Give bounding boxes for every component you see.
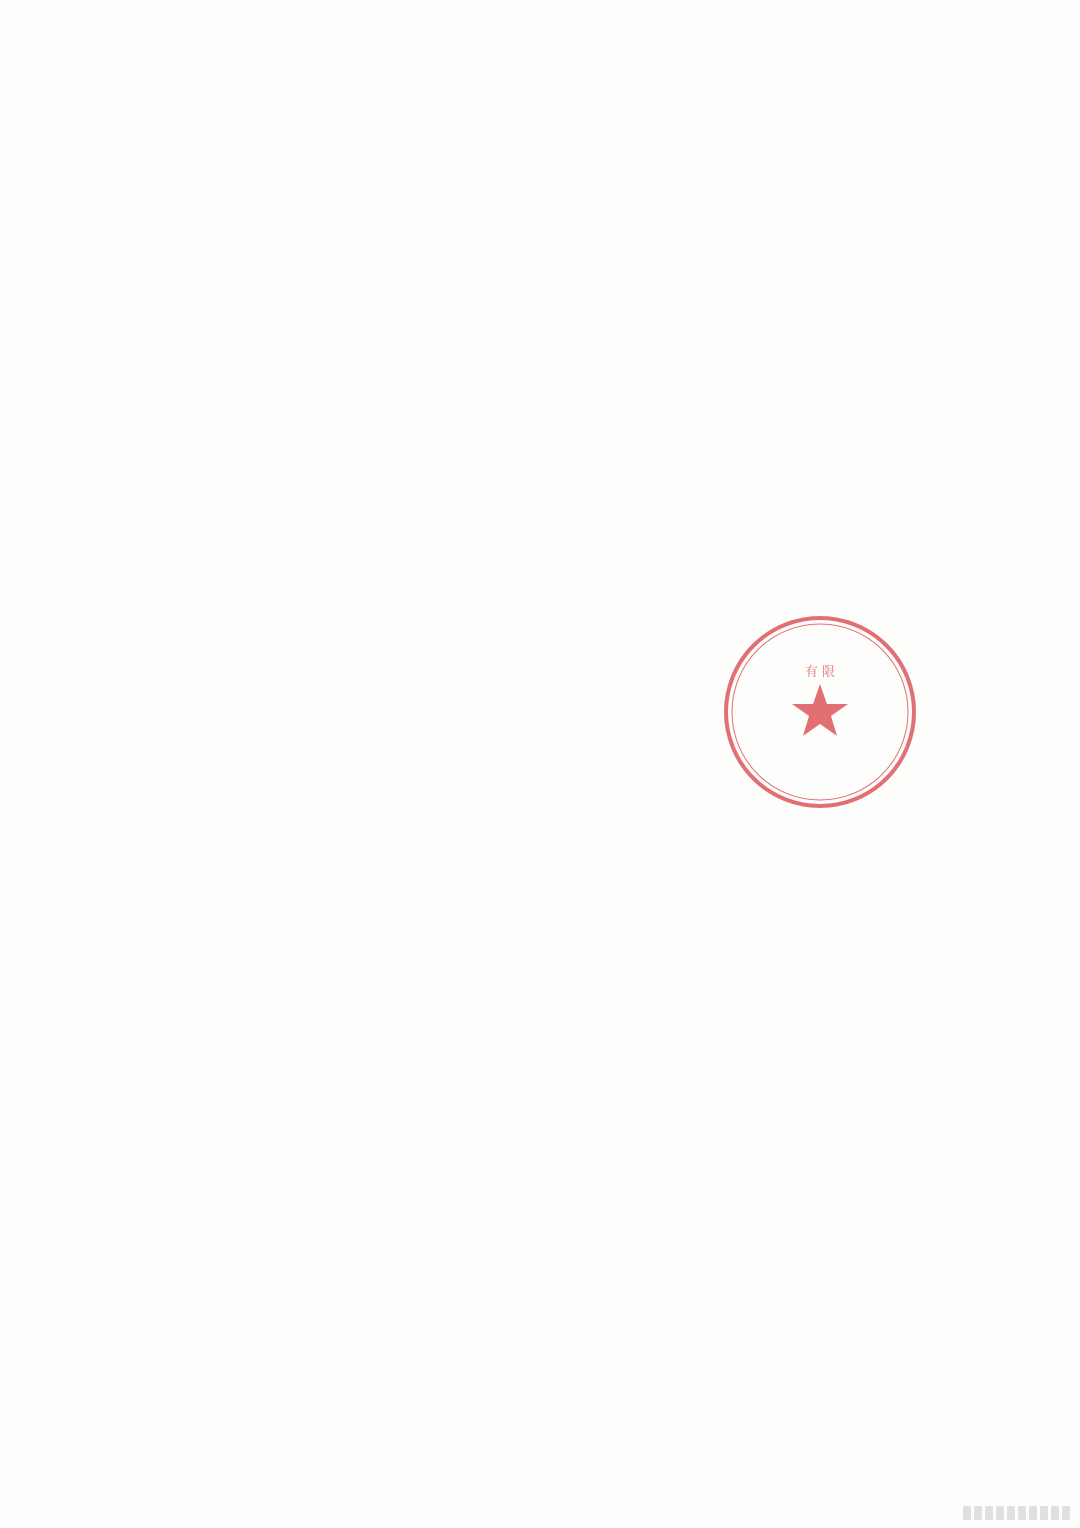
seal-inner-ring bbox=[732, 624, 908, 800]
company-seal-icon bbox=[720, 612, 920, 812]
seal-outer-ring bbox=[726, 618, 914, 806]
corner-watermark bbox=[963, 1506, 1070, 1520]
seal-star bbox=[792, 684, 848, 736]
seal-top-glyph: 有 限 bbox=[804, 665, 836, 680]
